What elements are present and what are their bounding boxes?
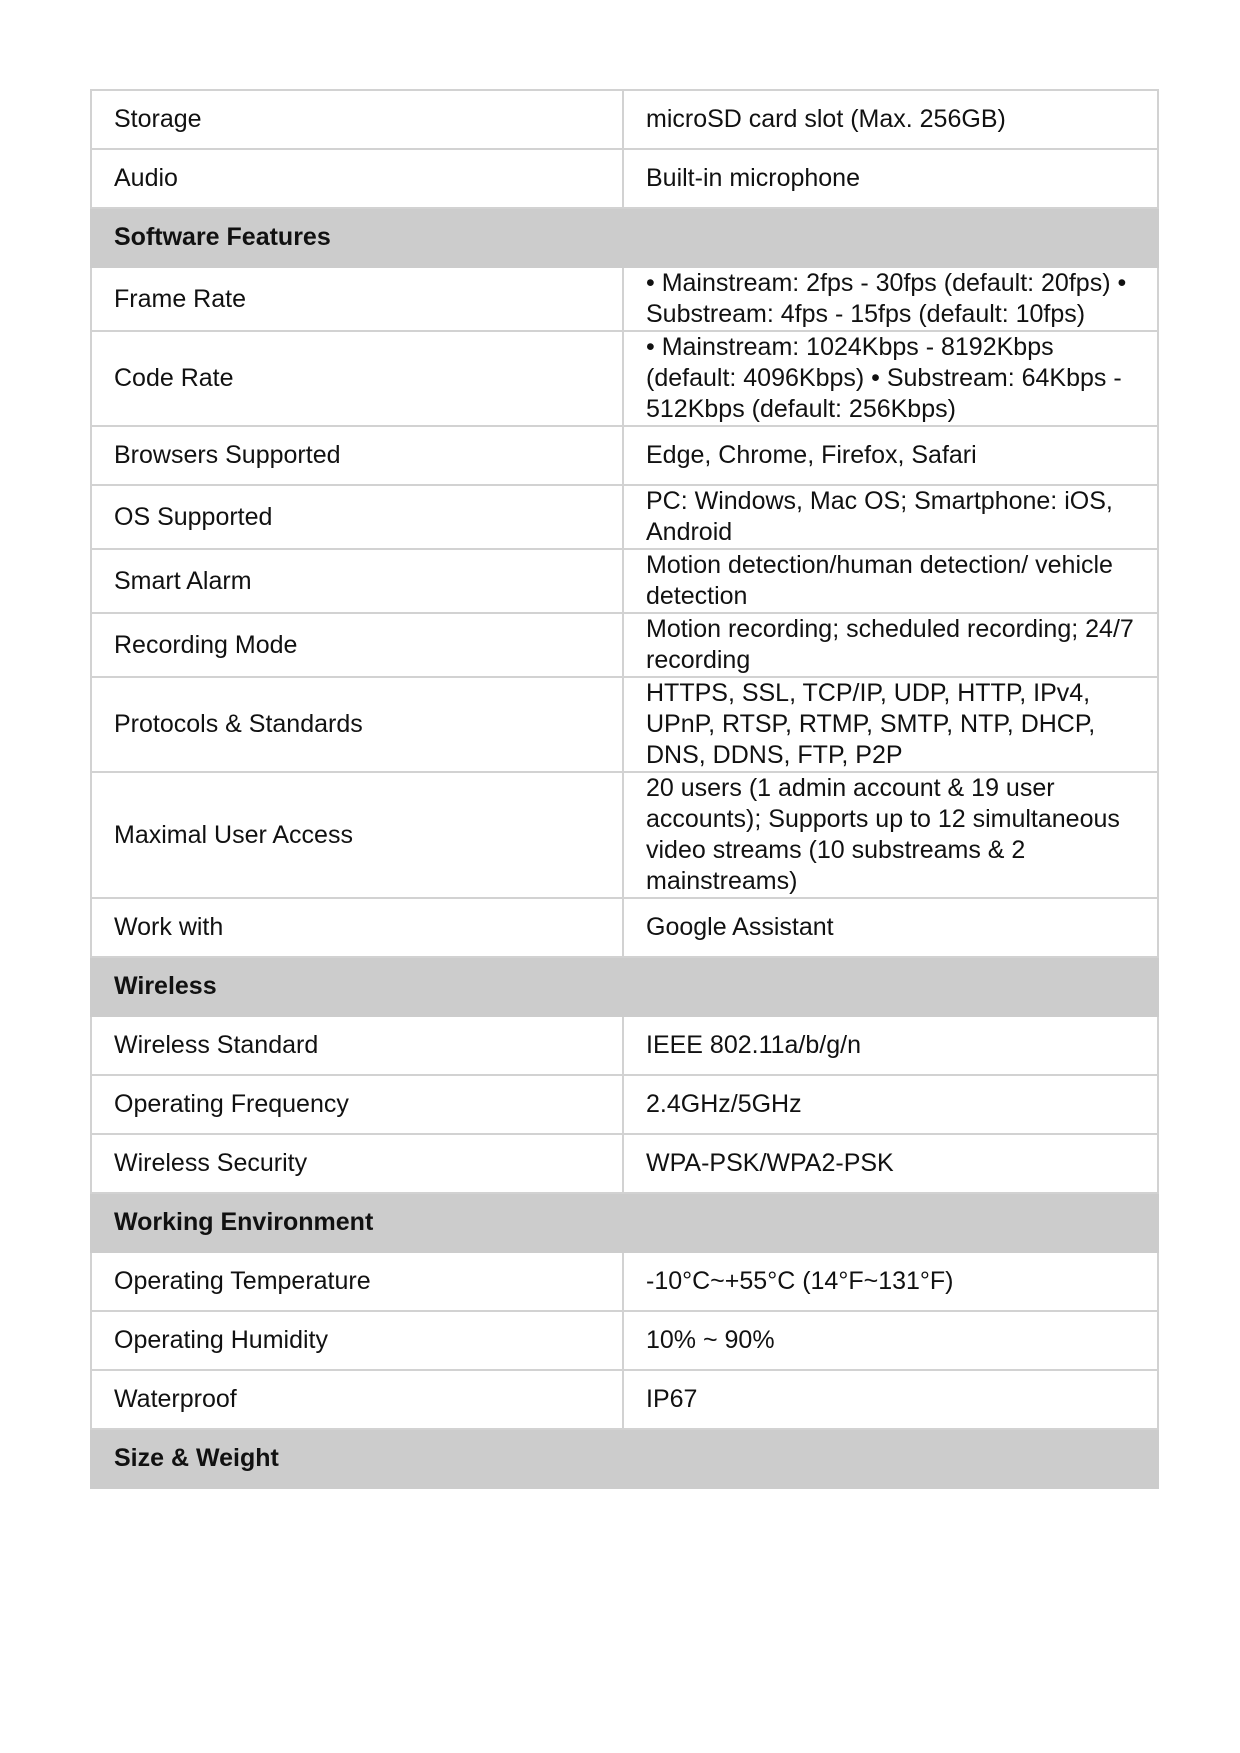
spec-row bbox=[91, 331, 1158, 426]
spec-value: 20 users (1 admin account & 19 user accounts); Supports up to 12 simultaneous video streams (10 substreams & 2 mainstreams) bbox=[623, 772, 1158, 898]
spec-value: Built-in microphone bbox=[623, 149, 1158, 208]
spec-row bbox=[91, 1075, 1158, 1134]
spec-label: Work with bbox=[91, 898, 623, 957]
spec-row bbox=[91, 149, 1158, 208]
spec-table bbox=[90, 89, 1159, 1489]
spec-label: Recording Mode bbox=[91, 613, 623, 677]
spec-row bbox=[91, 485, 1158, 549]
spec-value: Edge, Chrome, Firefox, Safari bbox=[623, 426, 1158, 485]
spec-label: Frame Rate bbox=[91, 267, 623, 331]
spec-label: Maximal User Access bbox=[91, 772, 623, 898]
spec-value: 2.4GHz/5GHz bbox=[623, 1075, 1158, 1134]
spec-row bbox=[91, 1016, 1158, 1075]
spec-value: IP67 bbox=[623, 1370, 1158, 1429]
section-header: Wireless bbox=[91, 957, 1158, 1016]
spec-value: Google Assistant bbox=[623, 898, 1158, 957]
section-header-row bbox=[91, 208, 1158, 267]
section-header: Size & Weight bbox=[91, 1429, 1158, 1488]
spec-row bbox=[91, 1370, 1158, 1429]
spec-row bbox=[91, 1311, 1158, 1370]
spec-label: Browsers Supported bbox=[91, 426, 623, 485]
spec-value: WPA-PSK/WPA2-PSK bbox=[623, 1134, 1158, 1193]
section-header: Working Environment bbox=[91, 1193, 1158, 1252]
spec-label: Waterproof bbox=[91, 1370, 623, 1429]
spec-row bbox=[91, 549, 1158, 613]
spec-value: • Mainstream: 1024Kbps - 8192Kbps (default: 4096Kbps) • Substream: 64Kbps - 512Kbps (default: 256Kbps) bbox=[623, 331, 1158, 426]
spec-label: Wireless Standard bbox=[91, 1016, 623, 1075]
spec-value: -10°C~+55°C (14°F~131°F) bbox=[623, 1252, 1158, 1311]
spec-row bbox=[91, 267, 1158, 331]
spec-row bbox=[91, 677, 1158, 772]
spec-label: Operating Temperature bbox=[91, 1252, 623, 1311]
spec-row bbox=[91, 1134, 1158, 1193]
spec-label: Operating Humidity bbox=[91, 1311, 623, 1370]
spec-label: Code Rate bbox=[91, 331, 623, 426]
spec-value: PC: Windows, Mac OS; Smartphone: iOS, Android bbox=[623, 485, 1158, 549]
spec-label: Protocols & Standards bbox=[91, 677, 623, 772]
spec-row bbox=[91, 898, 1158, 957]
section-header-row bbox=[91, 1193, 1158, 1252]
spec-value: microSD card slot (Max. 256GB) bbox=[623, 90, 1158, 149]
spec-label: Wireless Security bbox=[91, 1134, 623, 1193]
spec-row bbox=[91, 772, 1158, 898]
spec-label: Operating Frequency bbox=[91, 1075, 623, 1134]
spec-value: 10% ~ 90% bbox=[623, 1311, 1158, 1370]
spec-value: HTTPS, SSL, TCP/IP, UDP, HTTP, IPv4, UPnP, RTSP, RTMP, SMTP, NTP, DHCP, DNS, DDNS, FTP, P2P bbox=[623, 677, 1158, 772]
spec-label: Audio bbox=[91, 149, 623, 208]
spec-row bbox=[91, 90, 1158, 149]
spec-row bbox=[91, 1252, 1158, 1311]
spec-label: OS Supported bbox=[91, 485, 623, 549]
section-header-row bbox=[91, 1429, 1158, 1488]
spec-label: Storage bbox=[91, 90, 623, 149]
section-header: Software Features bbox=[91, 208, 1158, 267]
spec-row bbox=[91, 613, 1158, 677]
spec-table-body bbox=[91, 90, 1158, 1488]
spec-value: IEEE 802.11a/b/g/n bbox=[623, 1016, 1158, 1075]
spec-value: Motion detection/human detection/ vehicle detection bbox=[623, 549, 1158, 613]
spec-value: Motion recording; scheduled recording; 24/7 recording bbox=[623, 613, 1158, 677]
section-header-row bbox=[91, 957, 1158, 1016]
spec-value: • Mainstream: 2fps - 30fps (default: 20fps) • Substream: 4fps - 15fps (default: 10fps) bbox=[623, 267, 1158, 331]
spec-label: Smart Alarm bbox=[91, 549, 623, 613]
spec-row bbox=[91, 426, 1158, 485]
